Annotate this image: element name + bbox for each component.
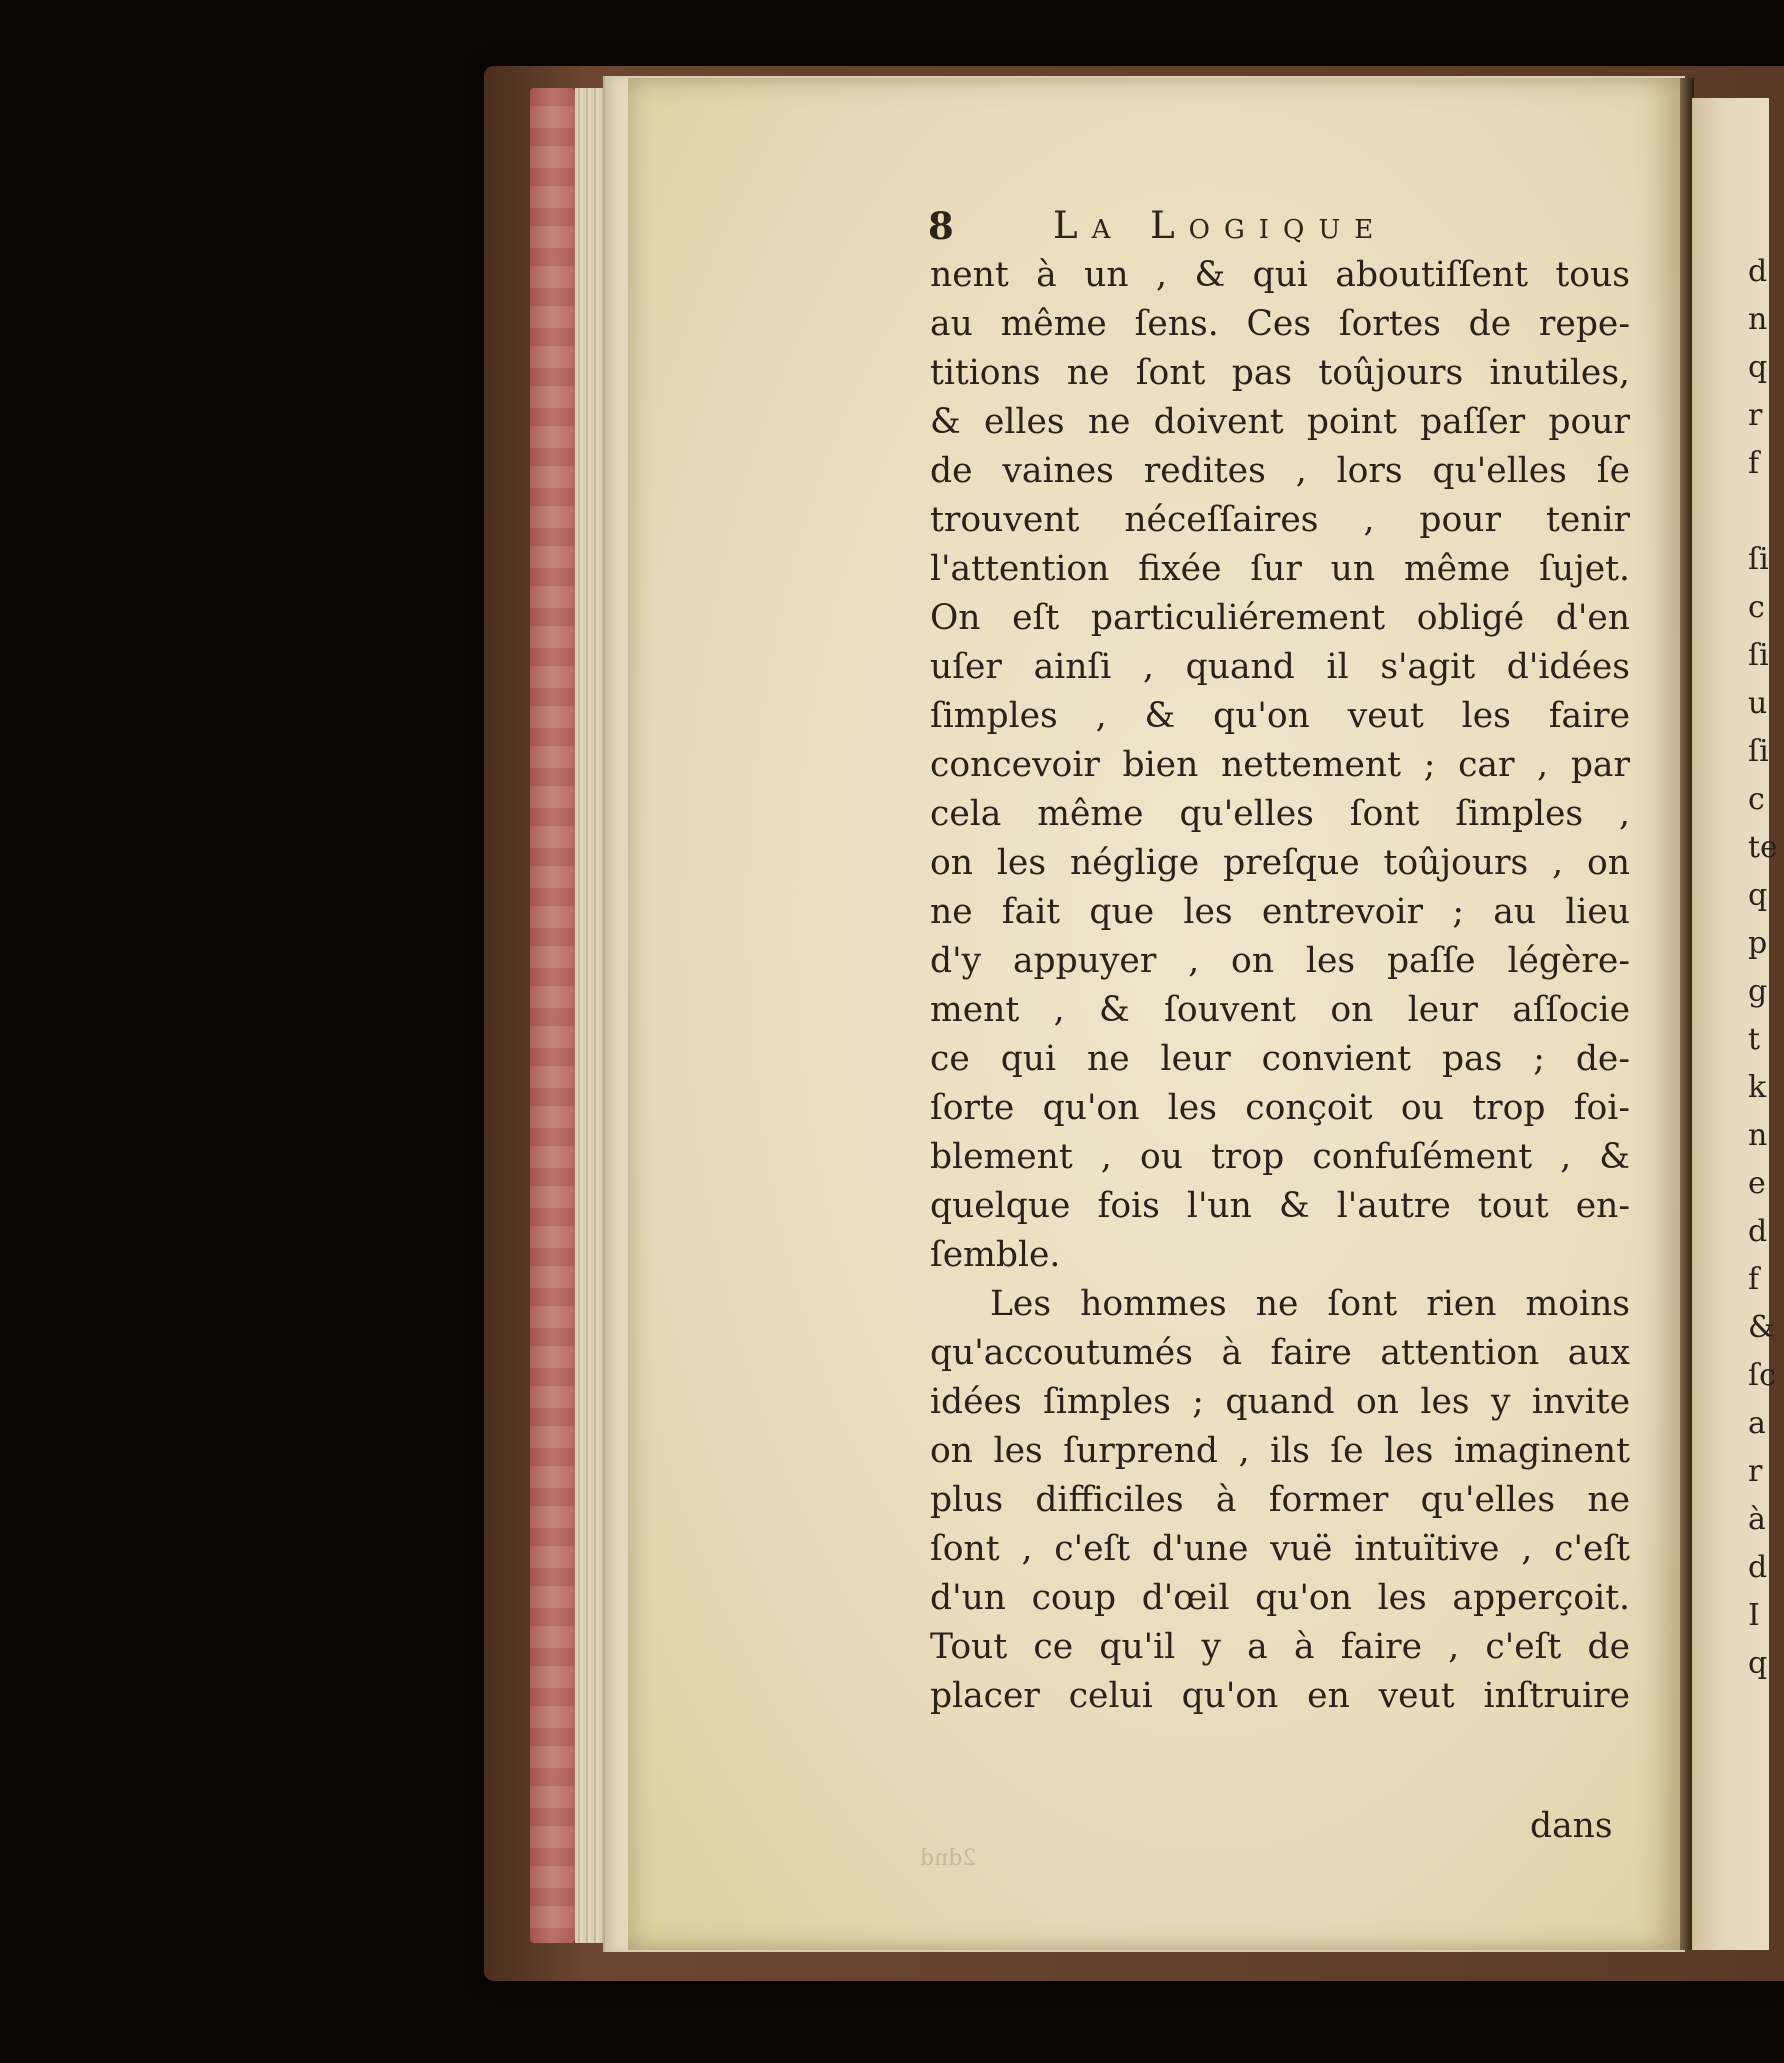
paragraph-2-line: ſont , c'eſt d'une vuë intuïtive , c'eſt bbox=[930, 1529, 1630, 1569]
fragment-line: ſi bbox=[1748, 638, 1769, 673]
text-line: nent à un , & qui aboutiſſent tous bbox=[930, 255, 1630, 295]
fragment-line: a bbox=[1748, 1406, 1766, 1441]
left-page bbox=[628, 78, 1680, 1950]
text-line: titions ne ſont pas toûjours inutiles, bbox=[930, 353, 1630, 393]
bleed-through-text: 2dnd bbox=[920, 1846, 977, 1871]
fragment-line: d bbox=[1748, 1550, 1768, 1585]
text-line: quelque fois l'un & l'autre tout en- bbox=[930, 1186, 1630, 1226]
fragment-line: q bbox=[1748, 878, 1768, 913]
fragment-line: & bbox=[1748, 1310, 1775, 1345]
fragment-line: t bbox=[1748, 1022, 1761, 1057]
fragment-line: ſi bbox=[1748, 542, 1769, 577]
fragment-line: q bbox=[1748, 1646, 1768, 1681]
fragment-line: n bbox=[1748, 1118, 1768, 1153]
text-line: ne fait que les entrevoir ; au lieu bbox=[930, 892, 1630, 932]
fragment-line: f bbox=[1748, 1262, 1760, 1297]
page-number: 8 bbox=[928, 204, 956, 248]
fragment-line: r bbox=[1748, 398, 1763, 433]
fragment-line: te bbox=[1748, 830, 1778, 865]
fragment-line: I bbox=[1748, 1598, 1760, 1633]
right-page-fragment bbox=[1692, 98, 1778, 1950]
fragment-line: u bbox=[1748, 686, 1768, 721]
text-line: ment , & ſouvent on leur aſſocie bbox=[930, 990, 1630, 1030]
text-line: on les néglige preſque toûjours , on bbox=[930, 843, 1630, 883]
fragment-line: n bbox=[1748, 302, 1768, 337]
fragment-line: q bbox=[1748, 350, 1768, 385]
body-text bbox=[930, 251, 1630, 1721]
paragraph-2-line: Tout ce qu'il y a à faire , c'eſt de bbox=[930, 1627, 1630, 1667]
fragment-line: g bbox=[1748, 974, 1768, 1009]
paragraph-2-line: qu'accoutumés à faire attention aux bbox=[930, 1333, 1630, 1373]
fragment-line: c bbox=[1748, 782, 1765, 817]
text-line: d'y appuyer , on les paſſe légère- bbox=[930, 941, 1630, 981]
text-line: concevoir bien nettement ; car , par bbox=[930, 745, 1630, 785]
fragment-line: p bbox=[1748, 926, 1768, 961]
fragment-line: k bbox=[1748, 1070, 1767, 1105]
text-line: de vaines redites , lors qu'elles ſe bbox=[930, 451, 1630, 491]
fragment-line: c bbox=[1748, 590, 1765, 625]
paragraph-2-line: Les hommes ne ſont rien moins bbox=[990, 1284, 1630, 1324]
red-page-edge bbox=[530, 88, 575, 1943]
text-line: cela même qu'elles ſont ſimples , bbox=[930, 794, 1630, 834]
fragment-line bbox=[1748, 488, 1778, 536]
paragraph-2-line: d'un coup d'œil qu'on les apperçoit. bbox=[930, 1578, 1630, 1618]
fragment-line: d bbox=[1748, 254, 1768, 289]
text-line: & elles ne doivent point paſſer pour bbox=[930, 402, 1630, 442]
text-line: ſemble. bbox=[930, 1235, 1061, 1275]
paragraph-2-line: on les ſurprend , ils ſe les imaginent bbox=[930, 1431, 1630, 1471]
text-line: On eſt particuliérement obligé d'en bbox=[930, 598, 1630, 638]
paragraph-2-line: idées ſimples ; quand on les y invite bbox=[930, 1382, 1630, 1422]
text-line: l'attention fixée ſur un même ſujet. bbox=[930, 549, 1630, 589]
text-line: ce qui ne leur convient pas ; de- bbox=[930, 1039, 1630, 1079]
fragment-line: e bbox=[1748, 1166, 1766, 1201]
fragment-line: f bbox=[1748, 446, 1760, 481]
running-title: La Logique bbox=[1053, 204, 1388, 247]
text-line: ſimples , & qu'on veut les faire bbox=[930, 696, 1630, 736]
text-line: blement , ou trop confuſément , & bbox=[930, 1137, 1630, 1177]
paragraph-2-line: placer celui qu'on en veut inſtruire bbox=[930, 1676, 1630, 1716]
fragment-line: ſi bbox=[1748, 734, 1769, 769]
fragment-line: r bbox=[1748, 1454, 1763, 1489]
paragraph-2-line: plus difficiles à former qu'elles ne bbox=[930, 1480, 1630, 1520]
text-line: au même ſens. Ces ſortes de repe- bbox=[930, 304, 1630, 344]
text-line: ſorte qu'on les conçoit ou trop foi- bbox=[930, 1088, 1630, 1128]
catchword: dans bbox=[1530, 1806, 1613, 1846]
text-line: trouvent néceſſaires , pour tenir bbox=[930, 500, 1630, 540]
right-page-text bbox=[1748, 248, 1778, 1688]
fragment-line: ſc bbox=[1748, 1358, 1776, 1393]
fragment-line: d bbox=[1748, 1214, 1768, 1249]
text-line: uſer ainſi , quand il s'agit d'idées bbox=[930, 647, 1630, 687]
fragment-line: à bbox=[1748, 1502, 1766, 1537]
